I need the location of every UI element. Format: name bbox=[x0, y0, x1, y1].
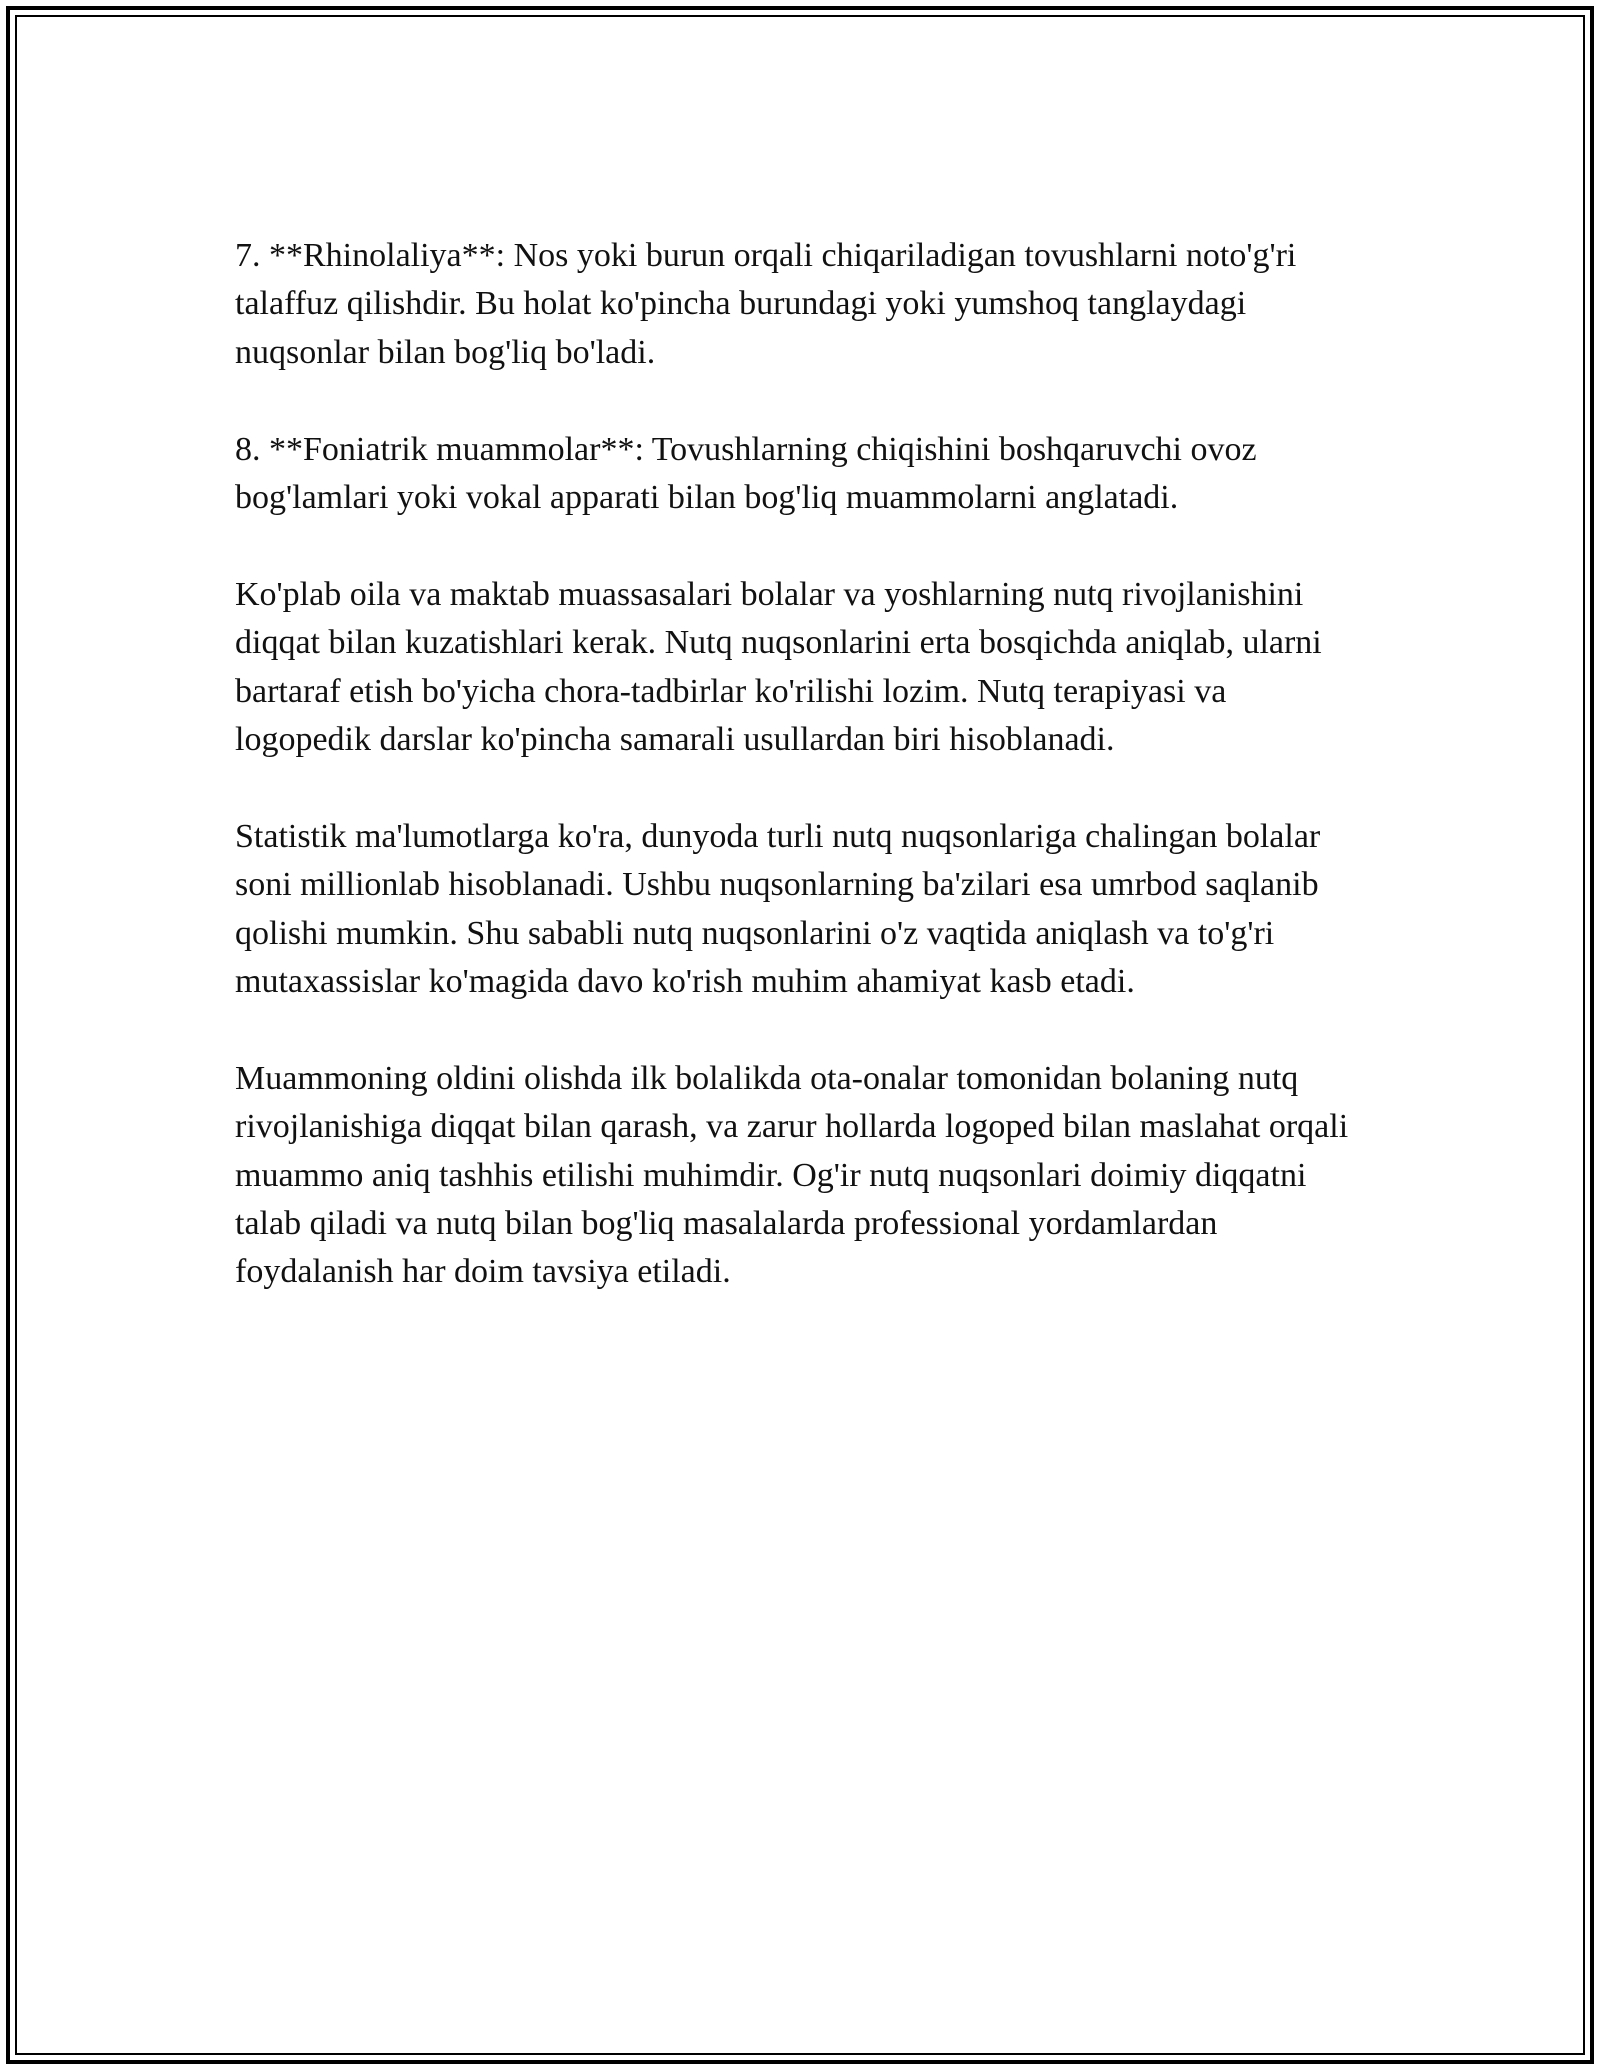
document-body bbox=[235, 232, 1365, 1297]
paragraph-nutq-rivojlanishi: Ko'plab oila va maktab muassasalari bolalar va yoshlarning nutq rivojlanishini diqqat bilan kuzatishlari kerak. Nutq nuqsonlarini erta bosqichda aniqlab, ularni bartaraf etish bo'yicha chora-tadbirlar ko'rilishi lozim. Nutq terapiyasi va logopedik darslar ko'pincha samarali usullardan biri hisoblanadi. bbox=[235, 575, 1322, 759]
paragraph-rhinolaliya: 7. **Rhinolaliya**: Nos yoki burun orqali chiqariladigan tovushlarni noto'g'ri talaffuz qilishdir. Bu holat ko'pincha burundagi yoki yumshoq tanglaydagi nuqsonlar bilan bog'liq bo'ladi. bbox=[235, 237, 1297, 371]
paragraph-foniatrik-muammolar: 8. **Foniatrik muammolar**: Tovushlarning chiqishini boshqaruvchi ovoz bog'lamlari yoki vokal apparati bilan bog'liq muammolarni anglatadi. bbox=[235, 430, 1257, 517]
paragraph-oldini-olish: Muammoning oldini olishda ilk bolalikda ota-onalar tomonidan bolaning nutq rivojlanishiga diqqat bilan qarash, va zarur hollarda logoped bilan maslahat orqali muammo aniq tashhis etilishi muhimdir. Og'ir nutq nuqsonlari doimiy diqqatni talab qiladi va nutq bilan bog'liq masalalarda professional yordamlardan foydalanish har doim tavsiya etiladi. bbox=[235, 1059, 1349, 1291]
paragraph-statistika: Statistik ma'lumotlarga ko'ra, dunyoda turli nutq nuqsonlariga chalingan bolalar soni millionlab hisoblanadi. Ushbu nuqsonlarning ba'zilari esa umrbod saqlanib qolishi mumkin. Shu sababli nutq nuqsonlarini o'z vaqtida aniqlash va to'g'ri mutaxassislar ko'magida davo ko'rish muhim ahamiyat kasb etadi. bbox=[235, 817, 1321, 1001]
